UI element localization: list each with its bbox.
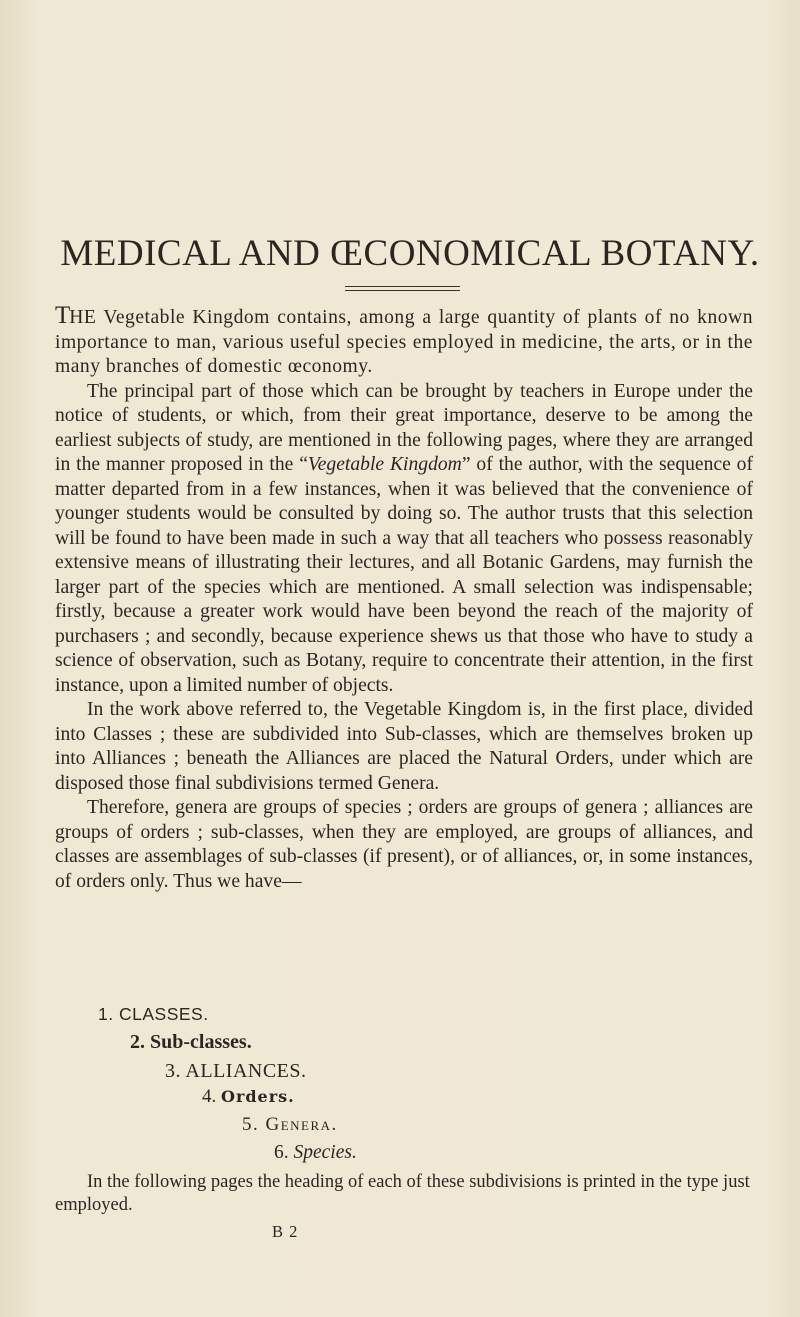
page-title: MEDICAL AND ŒCONOMICAL BOTANY. bbox=[60, 233, 760, 274]
hierarchy-label-alliances: ALLIANCES. bbox=[185, 1060, 307, 1082]
hierarchy-label-genera: Genera. bbox=[265, 1114, 338, 1135]
hierarchy-label-species: Species. bbox=[293, 1142, 357, 1163]
hierarchy-classes bbox=[98, 1004, 209, 1025]
hierarchy-label-classes: CLASSES. bbox=[118, 1004, 209, 1024]
title-rule-bottom bbox=[345, 290, 460, 291]
paragraph-1-text: HE Vegetable Kingdom contains, among a large quantity of plants of no known importance to man, various useful species employed in medicine, the arts, or in the many branches of domestic œconomy. bbox=[55, 307, 753, 377]
paragraph-2 bbox=[55, 380, 753, 699]
hierarchy-number-6: 6. bbox=[274, 1142, 289, 1163]
hierarchy-species bbox=[274, 1142, 357, 1164]
hierarchy-orders bbox=[202, 1086, 295, 1108]
hierarchy-label-orders: Orders. bbox=[221, 1087, 295, 1106]
title-rule-top bbox=[345, 286, 460, 287]
body-text bbox=[55, 304, 753, 894]
hierarchy-number-5: 5. bbox=[242, 1114, 260, 1135]
paragraph-2-text-a: The principal part of those which can be brought by teachers in Europe under the notice of students, or which, from their great importance, deserve to be among the earliest subjects of study, are mentioned in the following pages, where they are arranged in the manner proposed in the “ bbox=[55, 380, 753, 475]
closing-paragraph bbox=[55, 1171, 753, 1217]
book-title-italic: Vegetable Kingdom bbox=[307, 454, 462, 475]
hierarchy-number-3: 3. bbox=[165, 1060, 181, 1082]
hierarchy-number-2: 2. bbox=[130, 1031, 145, 1053]
drop-capital: T bbox=[55, 302, 70, 329]
paragraph-4: Therefore, genera are groups of species ; orders are groups of genera ; alliances are groups of orders ; sub-classes, when they are employed, are groups of alliances, and classes are assemblages of sub-classes (if present), or of alliances, or, in some instances, of orders only. Thus we have— bbox=[55, 797, 753, 892]
paragraph-3: In the work above referred to, the Vegetable Kingdom is, in the first place, divided into Classes ; these are subdivided into Sub-classes, which are themselves broken up into Alliances ; beneath the Alliances are placed the Natural Orders, under which are disposed those final subdivisions termed Genera. bbox=[55, 699, 753, 794]
closing-paragraph-text: In the following pages the heading of each of these subdivisions is printed in the type just employed. bbox=[55, 1172, 750, 1215]
paragraph-1 bbox=[55, 304, 753, 380]
hierarchy-label-sub-classes: Sub-classes. bbox=[150, 1031, 252, 1053]
hierarchy-number-1: 1. bbox=[98, 1004, 114, 1024]
hierarchy-number-4: 4. bbox=[202, 1086, 217, 1107]
signature-mark: B 2 bbox=[272, 1222, 299, 1241]
paragraph-2-text-b: ” of the author, with the sequence of matter departed from in a few instances, when it was believed that the convenience of younger students would be consulted by doing so. The author trusts that this selection will be found to have been made in such a way that all teachers who possess reasonably extensive means of illustrating their lectures, and all Botanic Gardens, may furnish the larger part of the species which are mentioned. A small selection was indispensable; firstly, because a greater work would have been beyond the reach of the majority of purchasers ; and secondly, because experience shews us that those who have to study a science of observation, such as Botany, require to concentrate their attention, in the first instance, upon a limited number of objects. bbox=[55, 454, 754, 696]
hierarchy-genera bbox=[242, 1114, 338, 1136]
hierarchy-sub-classes bbox=[130, 1031, 252, 1054]
hierarchy-alliances bbox=[165, 1060, 307, 1083]
